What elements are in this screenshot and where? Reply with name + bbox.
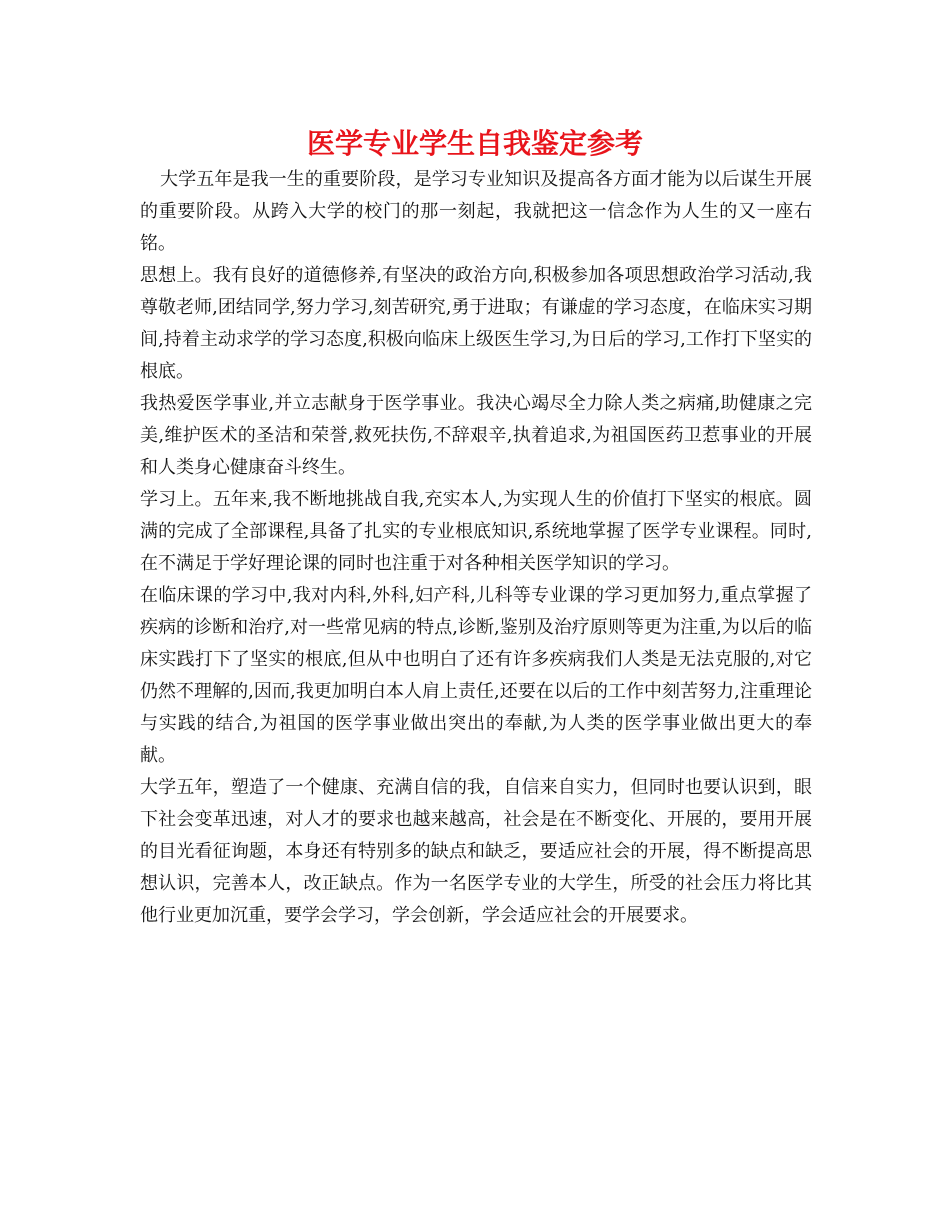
document-body (140, 164, 812, 932)
paragraph-clinical-study: 在临床课的学习中,我对内科,外科,妇产科,儿科等专业课的学习更加努力,重点掌握了疾病的诊断和治疗,对一些常见病的特点,诊断,鉴别及治疗原则等更为注重,为以后的临床实践打下了坚实的根底,但从中也明白了还有许多疾病我们人类是无法克服的,对它仍然不理解的,因而,我更加明白本人肩上责任,还要在以后的工作中刻苦努力,注重理论与实践的结合,为祖国的医学事业做出突出的奉献,为人类的医学事业做出更大的奉献。 (140, 585, 812, 766)
paragraph-ideology: 思想上。我有良好的道德修养,有坚决的政治方向,积极参加各项思想政治学习活动,我尊敬老师,团结同学,努力学习,刻苦研究,勇于进取；有谦虚的学习态度，在临床实习期间,持着主动求学的学习态度,积极向临床上级医生学习,为日后的学习,工作打下坚实的根底。 (140, 265, 812, 382)
paragraph-intro: 大学五年是我一生的重要阶段，是学习专业知识及提高各方面才能为以后谋生开展的重要阶段。从跨入大学的校门的那一刻起，我就把这一信念作为人生的又一座右铭。 (140, 169, 812, 254)
paragraph-conclusion: 大学五年，塑造了一个健康、充满自信的我，自信来自实力，但同时也要认识到，眼下社会变革迅速，对人才的要求也越来越高，社会是在不断变化、开展的，要用开展的目光看征询题，本身还有特别多的缺点和缺乏，要适应社会的开展，得不断提高思想认识，完善本人，改正缺点。作为一名医学专业的大学生，所受的社会压力将比其他行业更加沉重，要学会学习，学会创新，学会适应社会的开展要求。 (140, 777, 812, 926)
paragraph-study: 学习上。五年来,我不断地挑战自我,充实本人,为实现人生的价值打下坚实的根底。圆满的完成了全部课程,具备了扎实的专业根底知识,系统地掌握了医学专业课程。同时,在不满足于学好理论课的同时也注重于对各种相关医学知识的学习。 (140, 489, 812, 574)
document-title: 医学专业学生自我鉴定参考 (306, 127, 643, 160)
paragraph-medical-career: 我热爱医学事业,并立志献身于医学事业。我决心竭尽全力除人类之病痛,助健康之完美,维护医术的圣洁和荣誉,救死扶伤,不辞艰辛,执着追求,为祖国医药卫惹事业的开展和人类身心健康奋斗终生。 (140, 393, 812, 478)
